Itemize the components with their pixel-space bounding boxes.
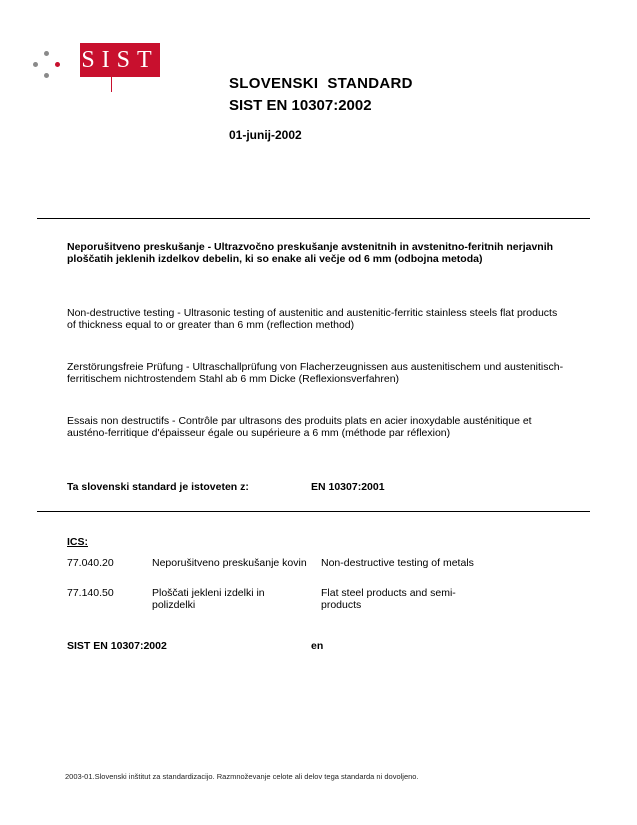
middle-rule <box>37 511 590 512</box>
standard-type: SLOVENSKI STANDARD <box>229 75 413 92</box>
title-french: Essais non destructifs - Contrôle par ultrasons des produits plats en acier inoxydable austénitique et austéno-ferritique d'épaisseur égale ou supérieure a 6 mm (méthode par réflexion) <box>67 415 532 439</box>
ics-desc-en: Non-destructive testing of metals <box>321 557 474 569</box>
logo-divider <box>111 77 112 92</box>
ics-code: 77.040.20 <box>67 557 114 569</box>
copyright-footer: 2003-01.Slovenski inštitut za standardizacijo. Razmnoževanje celote ali delov tega standarda ni dovoljeno. <box>65 772 419 781</box>
logo-dots-icon <box>33 51 73 81</box>
ics-desc-sl: Ploščati jekleni izdelki in polizdelki <box>152 587 265 611</box>
identical-label: Ta slovenski standard je istoveten z: <box>67 481 249 493</box>
identical-value: EN 10307:2001 <box>311 481 385 493</box>
title-slovenian: Neporušitveno preskušanje - Ultrazvočno preskušanje avstenitnih in avstenitno-feritnih nerjavnih ploščatih jeklenih izdelkov debelin, ki so enake ali večje od 6 mm (odbojna metoda) <box>67 241 554 265</box>
standard-code: SIST EN 10307:2002 <box>229 97 372 114</box>
designation-code: SIST EN 10307:2002 <box>67 640 167 652</box>
ics-desc-sl: Neporušitveno preskušanje kovin <box>152 557 307 569</box>
ics-code: 77.140.50 <box>67 587 114 599</box>
top-rule <box>37 218 590 219</box>
title-english: Non-destructive testing - Ultrasonic testing of austenitic and austenitic-ferritic stainless steels flat products of thickness equal to or greater than 6 mm (reflection method) <box>67 307 558 331</box>
title-german: Zerstörungsfreie Prüfung - Ultraschallprüfung von Flacherzeugnissen aus austenitischem und austenitisch-ferritischem nichtrostendem Stahl ab 6 mm Dicke (Reflexionsverfahren) <box>67 361 564 385</box>
standard-date: 01-junij-2002 <box>229 128 302 142</box>
designation-language: en <box>311 640 324 652</box>
sist-logo: SIST <box>80 43 160 77</box>
ics-heading: ICS: <box>67 536 88 548</box>
ics-desc-en: Flat steel products and semi-products <box>321 587 456 611</box>
